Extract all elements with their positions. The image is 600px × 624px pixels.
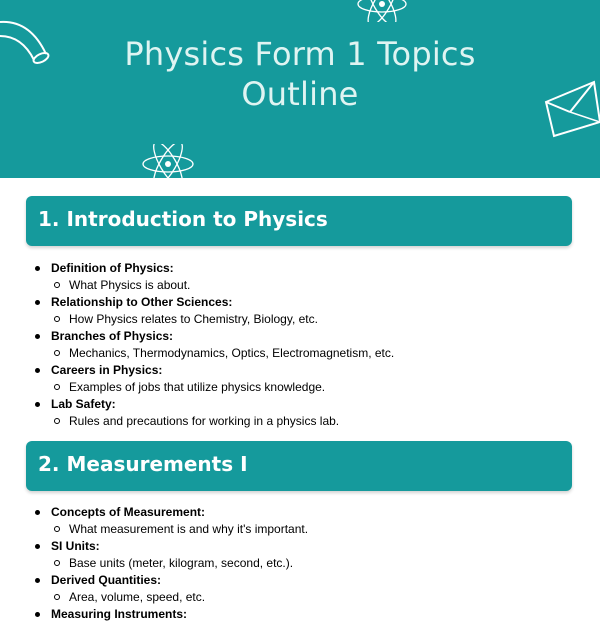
topic-detail-text: What Physics is about.	[69, 278, 191, 292]
topic-label: Measuring Instruments:	[51, 607, 188, 621]
bullet-icon	[35, 578, 40, 583]
circle-bullet-icon	[54, 350, 60, 356]
bullet-icon	[35, 300, 40, 305]
circle-bullet-icon	[54, 560, 60, 566]
topic-detail	[51, 555, 308, 571]
topic-detail	[51, 413, 394, 429]
topic-detail-text: Examples of jobs that utilize physics knowledge.	[69, 380, 326, 394]
topic-label: Derived Quantities:	[51, 573, 162, 587]
circle-bullet-icon	[54, 384, 60, 390]
section-header-introduction	[26, 196, 572, 246]
header-banner	[0, 0, 600, 178]
list-item	[0, 396, 394, 429]
topic-detail	[51, 345, 394, 361]
page-title-line-2: Outline	[241, 75, 359, 113]
list-item	[0, 362, 394, 395]
topic-detail-text: How Physics relates to Chemistry, Biology, etc.	[69, 312, 318, 326]
circle-bullet-icon	[54, 526, 60, 532]
topic-label: Definition of Physics:	[51, 261, 174, 275]
circle-bullet-icon	[54, 282, 60, 288]
bullet-icon	[35, 334, 40, 339]
section-title: 1. Introduction to Physics	[38, 207, 328, 231]
list-item	[0, 504, 308, 537]
page-title-line-1: Physics Form 1 Topics	[124, 35, 476, 73]
section-title: 2. Measurements I	[38, 452, 248, 476]
topic-list-introduction	[0, 260, 394, 429]
topic-detail	[51, 379, 394, 395]
topic-detail-text: Mechanics, Thermodynamics, Optics, Electromagnetism, etc.	[69, 346, 395, 360]
topic-detail	[51, 277, 394, 293]
circle-bullet-icon	[54, 418, 60, 424]
atom-icon	[138, 144, 198, 178]
section-header-measurements	[26, 441, 572, 491]
bullet-icon	[35, 266, 40, 271]
topic-label: Relationship to Other Sciences:	[51, 295, 233, 309]
topic-label: Lab Safety:	[51, 397, 116, 411]
circle-bullet-icon	[54, 594, 60, 600]
topic-detail-text: Rules and precautions for working in a physics lab.	[69, 414, 340, 428]
topic-detail	[51, 311, 394, 327]
bullet-icon	[35, 402, 40, 407]
circle-bullet-icon	[54, 316, 60, 322]
list-item	[0, 260, 394, 293]
topic-label: Branches of Physics:	[51, 329, 174, 343]
topic-label: Concepts of Measurement:	[51, 505, 206, 519]
list-item	[0, 294, 394, 327]
list-item	[0, 328, 394, 361]
bullet-icon	[35, 368, 40, 373]
topic-detail	[51, 521, 308, 537]
atom-icon	[352, 0, 412, 22]
list-item	[0, 606, 308, 622]
bullet-icon	[35, 510, 40, 515]
page-title	[0, 34, 600, 114]
list-item	[0, 538, 308, 571]
bullet-icon	[35, 612, 40, 617]
topic-list-measurements	[0, 504, 308, 622]
topic-detail-text: What measurement is and why it's important.	[69, 522, 309, 536]
topic-label: SI Units:	[51, 539, 100, 553]
list-item	[0, 572, 308, 605]
topic-label: Careers in Physics:	[51, 363, 163, 377]
topic-detail-text: Base units (meter, kilogram, second, etc.).	[69, 556, 294, 570]
bullet-icon	[35, 544, 40, 549]
topic-detail	[51, 589, 308, 605]
topic-detail-text: Area, volume, speed, etc.	[69, 590, 206, 604]
